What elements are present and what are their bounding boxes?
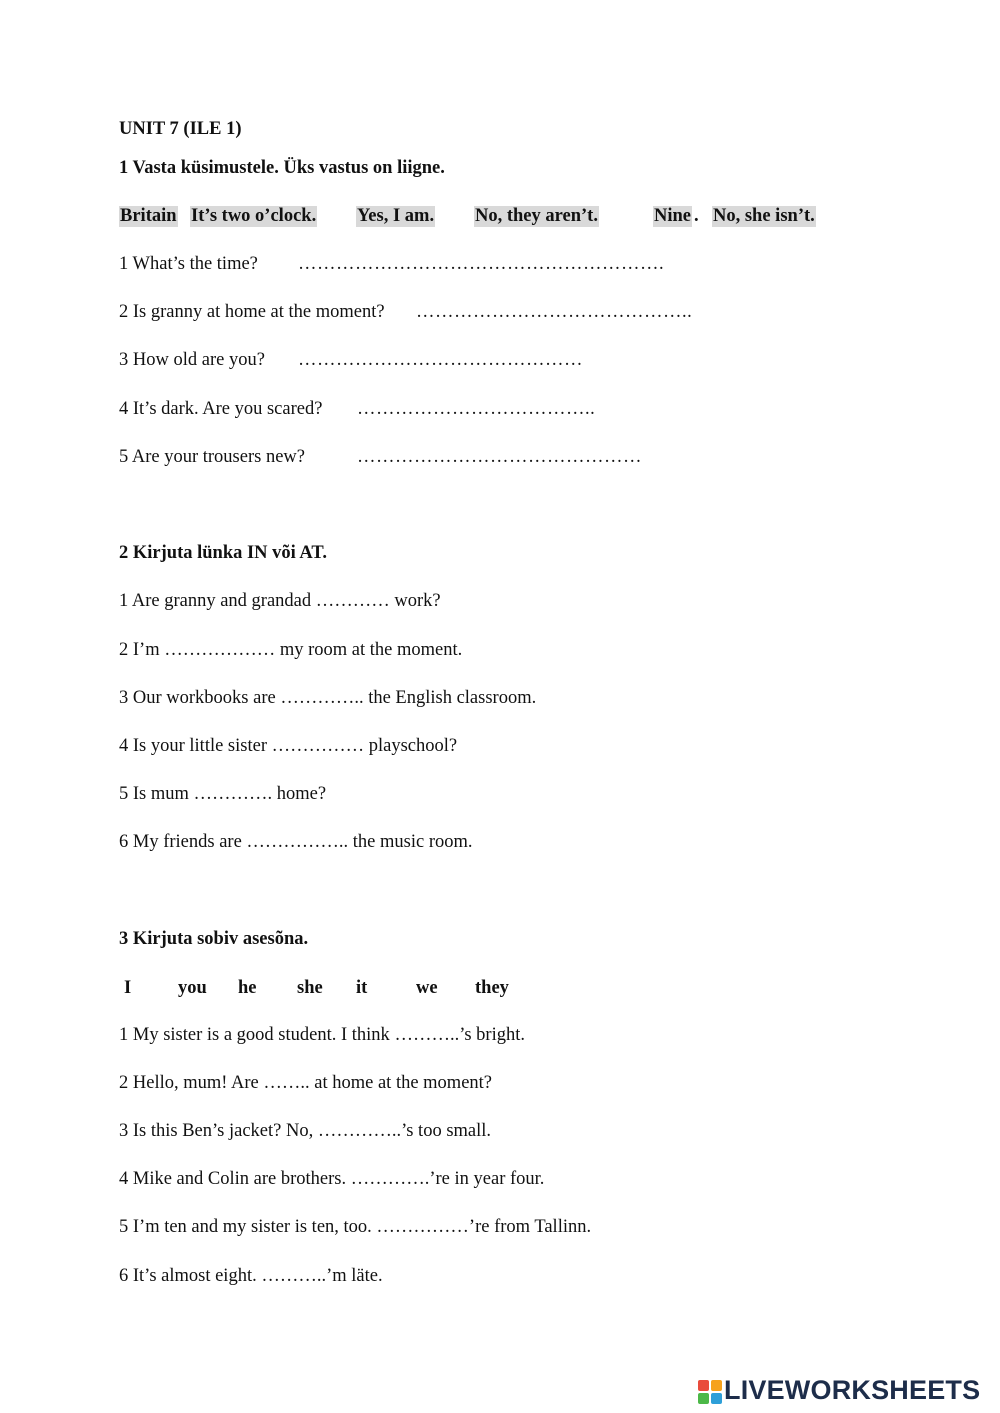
answer-chip: It’s two o’clock. [191,206,317,226]
question-text: 1 What’s the time? [119,254,258,274]
answer-blank[interactable]: ……….. [394,1025,460,1045]
item-text: 6 My friends are [119,832,242,852]
item-text: 5 Is mum [119,784,189,804]
answer-chip: Britain [120,206,177,226]
item-text: ’s too small. [401,1121,492,1141]
item-text: 1 My sister is a good student. I think [119,1025,390,1045]
item-text: 4 Is your little sister [119,736,267,756]
pronoun: we [416,978,438,998]
answer-blank[interactable]: ……………………………………… [298,350,583,370]
pronoun: it [356,978,368,998]
answer-blank[interactable]: …………….. [246,832,349,852]
ex1-heading: 1 Vasta küsimustele. Üks vastus on liigne. [119,158,445,178]
ex3-item-4 [119,1169,544,1190]
item-text: ’re from Tallinn. [468,1217,592,1237]
question-text: 4 It’s dark. Are you scared? [119,399,323,419]
answer-period: . [694,206,699,226]
pronoun: they [475,978,509,998]
question-text: 3 How old are you? [119,350,265,370]
ex2-item-3 [119,688,536,709]
answer-blank[interactable]: ……………………………….. [357,399,596,419]
logo-square [711,1393,722,1404]
answer-blank[interactable]: ………….. [280,688,364,708]
item-text: 2 I’m [119,640,160,660]
answer-blank[interactable]: ……………… [164,640,276,660]
answer-blank[interactable]: ………… [315,591,390,611]
answer-blank[interactable]: …………………………………………………. [298,254,665,274]
ex3-item-6 [119,1266,383,1287]
item-text: ’s bright. [459,1025,525,1045]
answer-blank[interactable]: …………………………………….. [416,302,693,322]
logo-square [698,1380,709,1391]
logo-square [698,1393,709,1404]
answer-blank[interactable]: …………. [193,784,273,804]
item-text: 5 I’m ten and my sister is ten, too. [119,1217,372,1237]
item-text: the English classroom. [368,688,537,708]
item-text: ’re in year four. [429,1169,545,1189]
answer-blank[interactable]: …………. [350,1169,430,1189]
page-title: UNIT 7 (ILE 1) [119,119,242,139]
item-text: home? [276,784,327,804]
answer-blank[interactable]: …………… [376,1217,469,1237]
answer-chip: Yes, I am. [357,206,435,226]
item-text: at home at the moment? [314,1073,493,1093]
answer-blank[interactable]: ……….. [261,1266,327,1286]
answer-blank[interactable]: …………… [271,736,365,756]
ex2-item-4 [119,736,457,757]
question-text: 2 Is granny at home at the moment? [119,302,385,322]
answer-chip: No, they aren’t. [475,206,598,226]
answer-blank[interactable]: ………….. [317,1121,402,1141]
answer-blank[interactable]: ……………………………………… [357,447,642,467]
logo-text: LIVEWORKSHEETS [724,1375,981,1405]
item-text: ’m läte. [326,1266,383,1286]
item-text: 1 Are granny and grandad [119,591,312,611]
answer-blank[interactable]: …….. [263,1073,310,1093]
ex3-heading: 3 Kirjuta sobiv asesõna. [119,929,309,949]
ex2-item-2 [119,640,462,661]
answer-chip: Nine [654,206,691,226]
ex2-item-1 [119,591,441,612]
question-text: 5 Are your trousers new? [119,447,305,467]
logo-square [711,1380,722,1391]
pronoun: she [297,978,323,998]
item-text: 2 Hello, mum! Are [119,1073,259,1093]
pronoun: I [124,978,132,998]
pronoun: he [238,978,257,998]
pronoun: you [178,978,207,998]
item-text: work? [394,591,441,611]
ex2-heading: 2 Kirjuta lünka IN või AT. [119,543,327,563]
item-text: 6 It’s almost eight. [119,1266,257,1286]
ex3-item-3 [119,1121,491,1142]
answer-chip: No, she isn’t. [713,206,815,226]
item-text: playschool? [368,736,458,756]
liveworksheets-logo-icon [698,1380,722,1404]
item-text: 4 Mike and Colin are brothers. [119,1169,347,1189]
ex3-item-5 [119,1217,591,1238]
ex3-item-1 [119,1025,525,1046]
item-text: the music room. [352,832,473,852]
ex2-item-5 [119,784,326,805]
item-text: 3 Is this Ben’s jacket? No, [119,1121,314,1141]
ex3-item-2 [119,1073,492,1094]
item-text: 3 Our workbooks are [119,688,276,708]
item-text: my room at the moment. [279,640,463,660]
ex2-item-6 [119,832,473,853]
